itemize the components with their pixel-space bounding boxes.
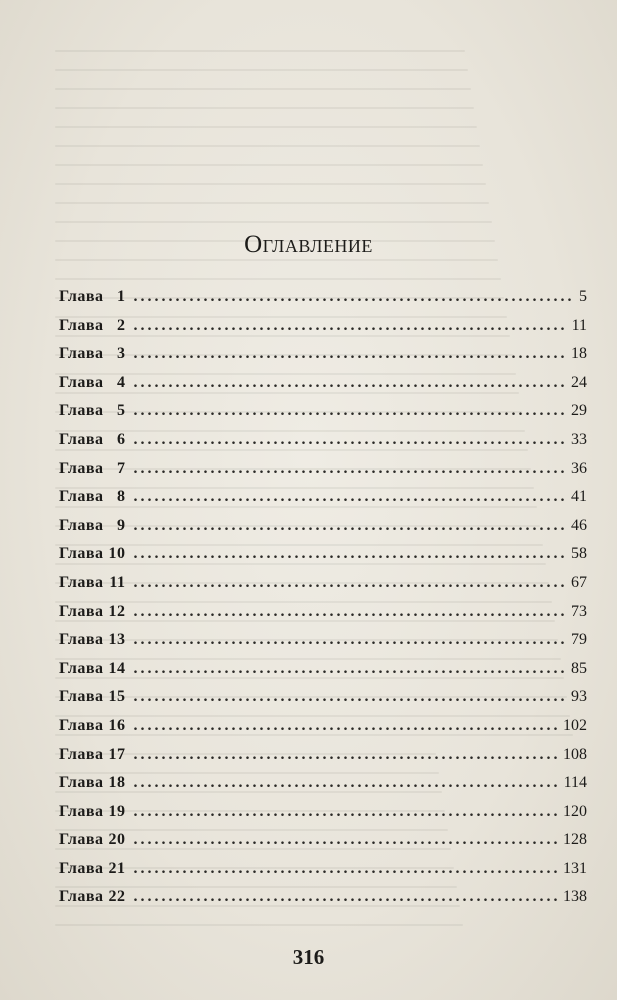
chapter-number: 2 <box>117 316 126 334</box>
chapter-number: 17 <box>108 745 126 763</box>
dot-leader <box>134 746 560 764</box>
chapter-label <box>59 746 126 764</box>
chapter-number: 9 <box>117 516 126 534</box>
chapter-word: Глава <box>59 573 104 591</box>
chapter-number: 13 <box>108 631 126 649</box>
chapter-word: Глава <box>59 745 104 763</box>
chapter-label <box>59 288 126 306</box>
chapter-label <box>59 688 126 706</box>
chapter-word: Глава <box>59 545 104 563</box>
chapter-label <box>59 460 126 478</box>
chapter-word: Глава <box>59 602 104 620</box>
chapter-label <box>59 888 126 906</box>
chapter-label <box>59 345 126 363</box>
chapter-page: 73 <box>571 602 587 620</box>
chapter-label <box>59 574 126 592</box>
chapter-page: 58 <box>571 545 587 563</box>
toc-entry <box>59 831 587 860</box>
chapter-page: 138 <box>563 888 587 906</box>
chapter-number: 6 <box>117 430 126 448</box>
chapter-word: Глава <box>59 516 104 534</box>
toc-entry <box>59 402 587 431</box>
chapter-number: 11 <box>109 573 126 591</box>
page-number: 316 <box>292 945 325 969</box>
chapter-page: 67 <box>571 573 587 591</box>
chapter-page: 108 <box>563 745 587 763</box>
show-through-line <box>55 202 489 204</box>
dot-leader <box>134 288 576 306</box>
dot-leader <box>134 717 560 735</box>
chapter-label <box>59 603 126 621</box>
chapter-word: Глава <box>59 888 104 906</box>
toc-entry <box>59 660 587 689</box>
toc-entry <box>59 746 587 775</box>
dot-leader <box>134 317 568 335</box>
show-through-line <box>55 924 463 926</box>
show-through-line <box>55 145 480 147</box>
dot-leader <box>134 888 560 906</box>
chapter-page: 128 <box>563 831 587 849</box>
chapter-label <box>59 431 126 449</box>
chapter-word: Глава <box>59 459 104 477</box>
chapter-word: Глава <box>59 345 104 363</box>
dot-leader <box>134 431 568 449</box>
chapter-word: Глава <box>59 402 104 420</box>
dot-leader <box>134 831 560 849</box>
chapter-page: 11 <box>571 316 587 334</box>
show-through-line <box>55 107 474 109</box>
dot-leader <box>134 345 568 363</box>
toc-entry <box>59 431 587 460</box>
chapter-page: 36 <box>571 459 587 477</box>
chapter-word: Глава <box>59 430 104 448</box>
chapter-page: 114 <box>563 774 587 792</box>
dot-leader <box>134 860 560 878</box>
chapter-word: Глава <box>59 859 104 877</box>
chapter-number: 14 <box>108 659 126 677</box>
chapter-word: Глава <box>59 316 104 334</box>
dot-leader <box>134 545 568 563</box>
chapter-number: 7 <box>117 459 126 477</box>
chapter-label <box>59 545 126 563</box>
dot-leader <box>134 803 560 821</box>
chapter-label <box>59 517 126 535</box>
chapter-number: 16 <box>108 716 126 734</box>
chapter-label <box>59 717 126 735</box>
show-through-line <box>55 221 492 223</box>
show-through-line <box>55 278 501 280</box>
chapter-page: 102 <box>563 716 587 734</box>
chapter-word: Глава <box>59 774 104 792</box>
chapter-label <box>59 317 126 335</box>
chapter-number: 10 <box>108 545 126 563</box>
dot-leader <box>134 660 568 678</box>
show-through-line <box>55 50 465 52</box>
chapter-number: 22 <box>108 888 126 906</box>
chapter-number: 1 <box>117 288 126 305</box>
toc-entry <box>59 631 587 660</box>
chapter-page: 85 <box>571 659 587 677</box>
toc-entry <box>59 774 587 803</box>
chapter-page: 33 <box>571 430 587 448</box>
chapter-label <box>59 774 126 792</box>
toc-entry <box>59 374 587 403</box>
chapter-number: 3 <box>117 345 126 363</box>
chapter-word: Глава <box>59 488 104 506</box>
chapter-page: 24 <box>571 373 587 391</box>
page-title: Оглавление <box>244 230 373 258</box>
chapter-label <box>59 631 126 649</box>
dot-leader <box>134 374 568 392</box>
dot-leader <box>134 488 568 506</box>
chapter-number: 19 <box>108 802 126 820</box>
toc-entry <box>59 488 587 517</box>
show-through-line <box>55 88 471 90</box>
toc-entry <box>59 717 587 746</box>
chapter-label <box>59 803 126 821</box>
dot-leader <box>134 603 568 621</box>
chapter-label <box>59 831 126 849</box>
toc-entry <box>59 345 587 374</box>
chapter-number: 12 <box>108 602 126 620</box>
show-through-line <box>55 126 477 128</box>
toc-entry <box>59 288 587 317</box>
chapter-number: 20 <box>108 831 126 849</box>
chapter-page: 41 <box>571 488 587 506</box>
chapter-word: Глава <box>59 802 104 820</box>
chapter-page: 46 <box>571 516 587 534</box>
chapter-page: 131 <box>563 859 587 877</box>
dot-leader <box>134 631 568 649</box>
chapter-page: 29 <box>571 402 587 420</box>
chapter-word: Глава <box>59 659 104 677</box>
dot-leader <box>134 774 560 792</box>
chapter-number: 18 <box>108 774 126 792</box>
chapter-label <box>59 488 126 506</box>
dot-leader <box>134 402 568 420</box>
chapter-word: Глава <box>59 631 104 649</box>
chapter-word: Глава <box>59 688 104 706</box>
chapter-page: 120 <box>563 802 587 820</box>
chapter-page: 5 <box>579 288 587 305</box>
toc-entry <box>59 803 587 832</box>
dot-leader <box>134 688 568 706</box>
chapter-page: 93 <box>571 688 587 706</box>
toc-entry <box>59 688 587 717</box>
toc-entry <box>59 603 587 632</box>
chapter-number: 5 <box>117 402 126 420</box>
chapter-word: Глава <box>59 831 104 849</box>
toc-entry <box>59 574 587 603</box>
chapter-word: Глава <box>59 288 104 305</box>
toc-entry <box>59 860 587 889</box>
chapter-word: Глава <box>59 373 104 391</box>
dot-leader <box>134 517 568 535</box>
chapter-label <box>59 660 126 678</box>
chapter-label <box>59 374 126 392</box>
chapter-label <box>59 860 126 878</box>
chapter-number: 21 <box>108 859 126 877</box>
toc-entry <box>59 317 587 346</box>
chapter-number: 4 <box>117 373 126 391</box>
chapter-number: 15 <box>108 688 126 706</box>
show-through-line <box>55 259 498 261</box>
dot-leader <box>134 460 568 478</box>
toc-entry <box>59 888 587 917</box>
toc-entry <box>59 545 587 574</box>
show-through-line <box>55 183 486 185</box>
show-through-line <box>55 164 483 166</box>
show-through-line <box>55 69 468 71</box>
toc-entry <box>59 460 587 489</box>
dot-leader <box>134 574 568 592</box>
chapter-number: 8 <box>117 488 126 506</box>
table-of-contents <box>59 288 587 917</box>
chapter-word: Глава <box>59 716 104 734</box>
chapter-page: 79 <box>571 631 587 649</box>
chapter-page: 18 <box>571 345 587 363</box>
chapter-label <box>59 402 126 420</box>
toc-entry <box>59 517 587 546</box>
